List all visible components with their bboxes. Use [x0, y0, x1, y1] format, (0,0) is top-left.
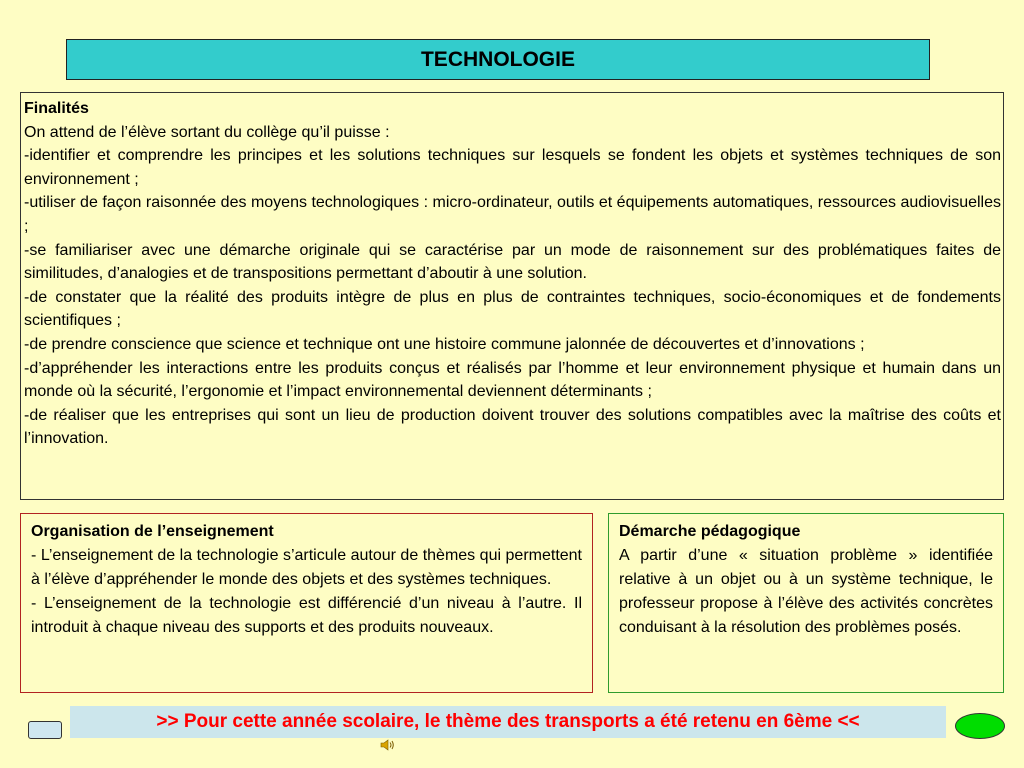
organisation-heading: Organisation de l’enseignement — [31, 523, 274, 540]
page-title — [66, 39, 930, 80]
finalites-item: -de constater que la réalité des produits intègre de plus en plus de contraintes techniques, socio-économiques et de fondements scientifiques ; — [24, 288, 1001, 330]
speaker-icon[interactable] — [380, 738, 396, 752]
demarche-text: A partir d’une « situation problème » identifiée relative à un objet ou à un système technique, le professeur propose à l’élève des activités concrètes conduisant à la résolution des problèmes posés. — [619, 547, 993, 636]
next-button[interactable] — [955, 713, 1005, 739]
finalites-intro: On attend de l’élève sortant du collège qu’il puisse : — [24, 123, 390, 141]
finalites-item: -de prendre conscience que science et technique ont une histoire commune jalonnée de découvertes et d’innovations ; — [24, 335, 865, 353]
transport-theme-banner — [70, 706, 946, 738]
finalites-item: -se familiariser avec une démarche originale qui se caractérise par un mode de raisonnement sur des problématiques faites de similitudes, d’analogies et de transpositions permettant d’aboutir à une solution. — [24, 241, 1001, 283]
finalites-panel — [20, 92, 1004, 500]
finalites-heading: Finalités — [24, 100, 89, 117]
back-button[interactable] — [28, 721, 62, 739]
page-title-text: TECHNOLOGIE — [420, 47, 575, 71]
finalites-item: -de réaliser que les entreprises qui sont un lieu de production doivent trouver des solutions compatibles avec la maîtrise des coûts et l’innovation. — [24, 406, 1001, 448]
finalites-item: -utiliser de façon raisonnée des moyens technologiques : micro-ordinateur, outils et équipements automatiques, ressources audiovisuelles ; — [24, 194, 1001, 235]
finalites-item: -identifier et comprendre les principes et les solutions techniques sur lesquels se fondent les objets et systèmes techniques de son environnement ; — [24, 147, 1001, 188]
organisation-item: - L’enseignement de la technologie s’articule autour de thèmes qui permettent à l’élève d’appréhender le monde des objets et des systèmes techniques. — [31, 547, 582, 588]
organisation-panel — [20, 513, 593, 693]
demarche-panel — [608, 513, 1004, 693]
banner-text: >> Pour cette année scolaire, le thème des transports a été retenu en 6ème << — [156, 711, 860, 732]
finalites-item: -d’appréhender les interactions entre les produits conçus et réalisés par l’homme et leur environnement physique et humain dans un monde où la sécurité, l’ergonomie et l’impact environnemental deviennent déterminants ; — [24, 359, 1001, 401]
demarche-heading: Démarche pédagogique — [619, 523, 801, 540]
organisation-item: - L’enseignement de la technologie est différencié d’un niveau à l’autre. Il introduit à chaque niveau des supports et des produits nouveaux. — [31, 595, 582, 636]
